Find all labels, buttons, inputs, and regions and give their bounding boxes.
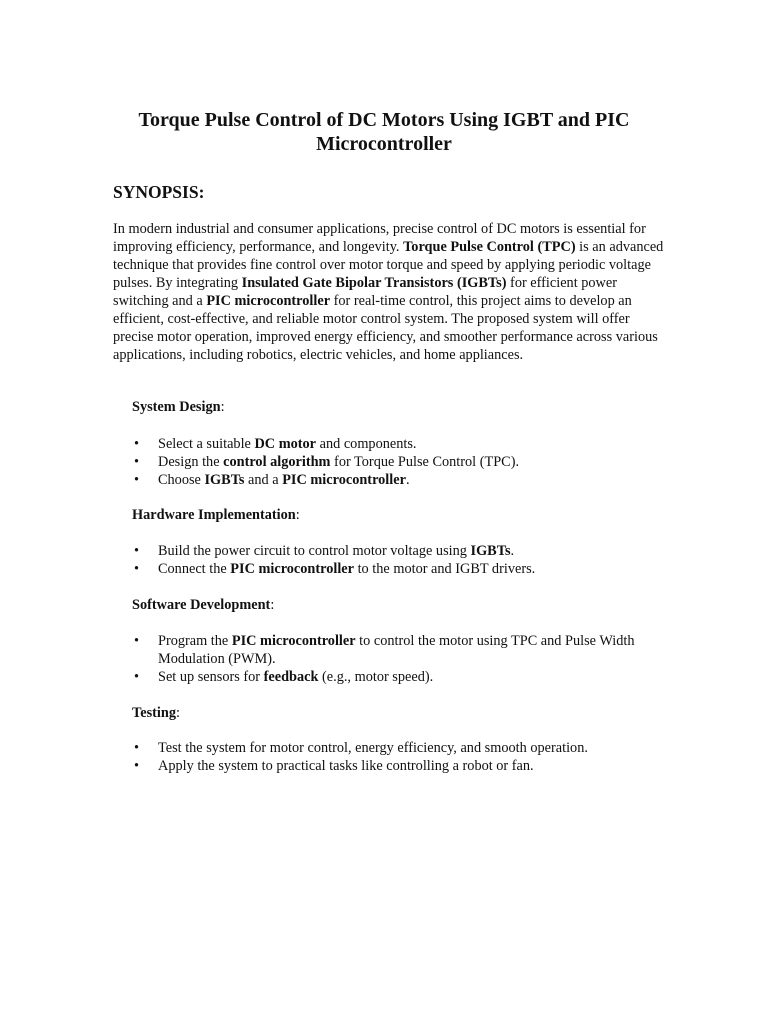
section-heading-software-development xyxy=(132,596,274,614)
intro-bold-igbts: Insulated Gate Bipolar Transistors (IGBTs) xyxy=(241,275,507,291)
list-item xyxy=(132,542,652,560)
list-item xyxy=(132,757,652,775)
item-text: for Torque Pulse Control (TPC). xyxy=(330,454,520,470)
bullet-icon: • xyxy=(134,561,140,577)
item-text: and components. xyxy=(316,436,417,452)
section-heading-colon: : xyxy=(270,597,275,613)
item-text: and a xyxy=(244,472,283,488)
section-heading-label: Hardware Implementation xyxy=(132,507,296,523)
testing-list xyxy=(132,739,652,775)
item-text: Build the power circuit to control motor voltage using xyxy=(158,543,471,559)
section-heading-testing xyxy=(132,704,180,722)
list-item xyxy=(132,632,652,668)
section-heading-colon: : xyxy=(175,705,180,721)
item-bold: PIC microcontroller xyxy=(230,561,355,577)
section-heading-label: Testing xyxy=(132,705,176,721)
section-heading-label: System Design xyxy=(132,399,221,415)
item-text: to the motor and IGBT drivers. xyxy=(354,561,536,577)
bullet-icon: • xyxy=(134,543,140,559)
item-text: Program the xyxy=(158,633,232,649)
list-item xyxy=(132,668,652,686)
item-bold: PIC microcontroller xyxy=(282,472,406,488)
section-heading-colon: : xyxy=(220,399,225,415)
item-text: to control the motor using TPC and Pulse Width Modulation (PWM). xyxy=(158,633,635,667)
item-text: Choose xyxy=(158,472,205,488)
intro-text-4: for real-time control, this project aims to develop an efficient, cost-effective, and reliable motor control system. The proposed system will offer precise motor operation, improved energy efficiency, and smoother performance across various applications, including robotics, electric vehicles, and home appliances. xyxy=(113,293,658,363)
list-item xyxy=(132,560,652,578)
item-text: Design the xyxy=(158,454,224,470)
list-item xyxy=(132,435,652,453)
synopsis-heading: SYNOPSIS: xyxy=(113,182,205,202)
bullet-icon: • xyxy=(134,436,140,452)
bullet-icon: • xyxy=(134,758,140,774)
item-text: Apply the system to practical tasks like controlling a robot or fan. xyxy=(158,758,534,774)
item-text: . xyxy=(405,472,410,488)
item-bold: control algorithm xyxy=(223,454,331,470)
section-heading-system-design xyxy=(132,398,225,416)
intro-text-3: for efficient power switching and a xyxy=(113,275,617,309)
item-bold: IGBTs xyxy=(470,543,511,559)
section-heading-hardware-implementation xyxy=(132,506,300,524)
list-item xyxy=(132,739,652,757)
section-heading-colon: : xyxy=(295,507,300,523)
system-design-list xyxy=(132,435,652,489)
document-title: Torque Pulse Control of DC Motors Using IGBT and PIC Microcontroller xyxy=(138,109,630,155)
synopsis-paragraph xyxy=(113,220,673,364)
software-development-list xyxy=(132,632,652,686)
item-text: Set up sensors for xyxy=(158,669,264,685)
bullet-icon: • xyxy=(134,633,140,649)
item-text: Test the system for motor control, energy efficiency, and smooth operation. xyxy=(158,740,588,756)
bullet-icon: • xyxy=(134,740,140,756)
item-text: Select a suitable xyxy=(158,436,255,452)
item-bold: IGBTs xyxy=(204,472,245,488)
hardware-implementation-list xyxy=(132,542,652,578)
intro-bold-tpc: Torque Pulse Control (TPC) xyxy=(403,239,576,255)
item-text: Connect the xyxy=(158,561,231,577)
list-item xyxy=(132,453,652,471)
section-heading-label: Software Development xyxy=(132,597,271,613)
item-bold: DC motor xyxy=(254,436,317,452)
item-bold: PIC microcontroller xyxy=(231,633,356,649)
bullet-icon: • xyxy=(134,454,140,470)
intro-text-2: is an advanced technique that provides fine control over motor torque and speed by applying periodic voltage pulses. By integrating xyxy=(113,239,664,291)
item-bold: feedback xyxy=(263,669,319,685)
bullet-icon: • xyxy=(134,472,140,488)
intro-bold-pic: PIC microcontroller xyxy=(206,293,331,309)
list-item xyxy=(132,471,652,489)
intro-text-1: In modern industrial and consumer applications, precise control of DC motors is essential for improving efficiency, performance, and longevity. xyxy=(113,221,646,255)
item-text: . xyxy=(510,543,515,559)
bullet-icon: • xyxy=(134,669,140,685)
item-text: (e.g., motor speed). xyxy=(318,669,434,685)
